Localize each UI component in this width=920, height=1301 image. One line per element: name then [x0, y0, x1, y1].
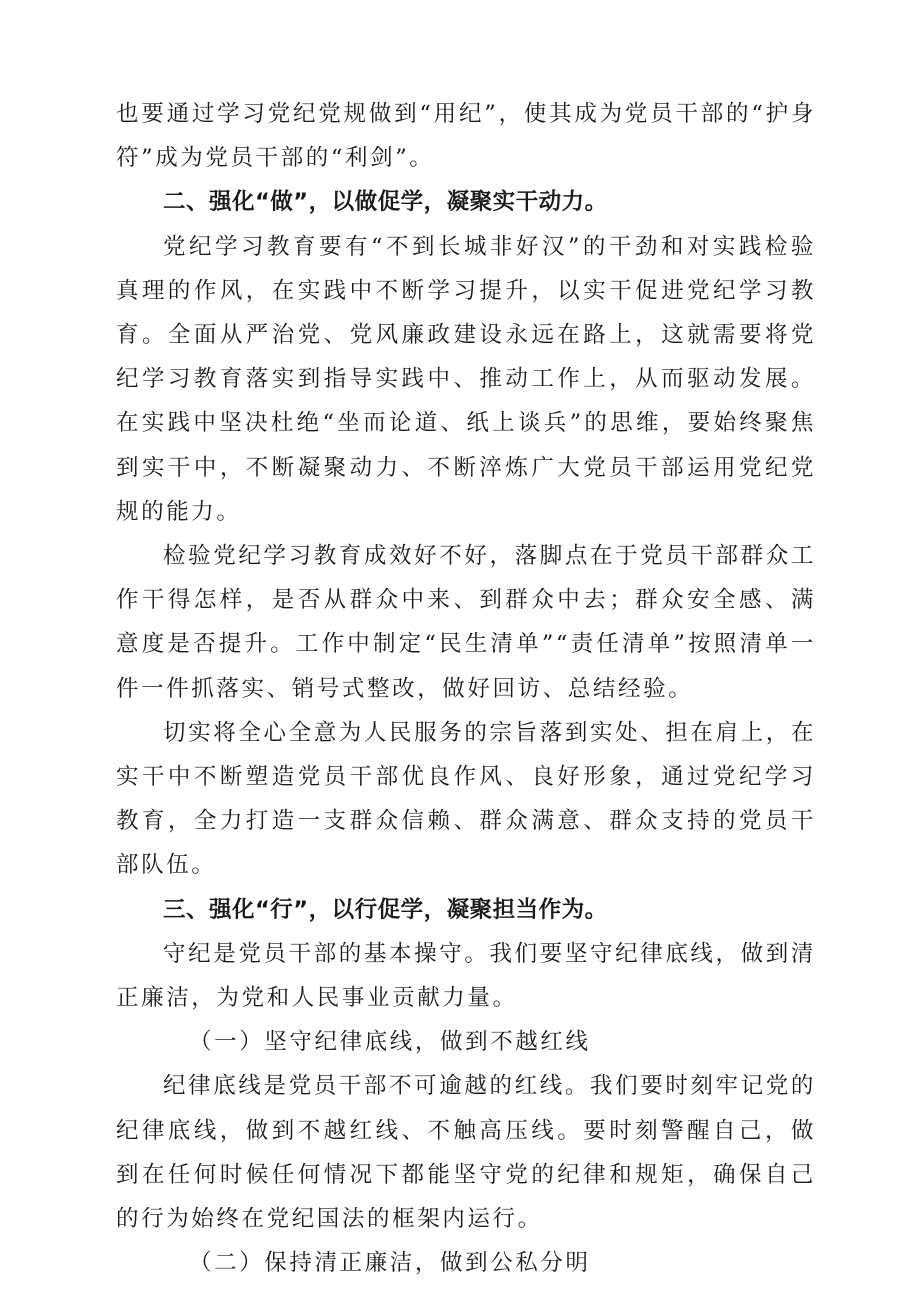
subsection-1-title: （一）坚守纪律底线，做到不越红线 [189, 1029, 591, 1056]
section-2-paragraph-3: 切实将全心全意为人民服务的宗旨落到实处、担在肩上，在实干中不断塑造党员干部优良作风、良好形象，通过党纪学习教育，全力打造一支群众信赖、群众满意、群众支持的党员干部队伍。 [116, 719, 816, 879]
document-body [116, 92, 816, 1285]
section-2-paragraph-1: 党纪学习教育要有“不到长城非好汉”的干劲和对实践检验真理的作风，在实践中不断学习提升，以实干促进党纪学习教育。全面从严治党、党风廉政建设永远在路上，这就需要将党纪学习教育落实到指导实践中、推动工作上，从而驱动发展。在实践中坚决杜绝“坐而论道、纸上谈兵”的思维，要始终聚焦到实干中，不断凝聚动力、不断淬炼广大党员干部运用党纪党规的能力。 [116, 233, 816, 525]
section-2-paragraph-2: 检验党纪学习教育成效好不好，落脚点在于党员干部群众工作干得怎样，是否从群众中来、到群众中去；群众安全感、满意度是否提升。工作中制定“民生清单”“责任清单”按照清单一件一件抓落实、销号式整改，做好回访、总结经验。 [116, 543, 816, 702]
section-3-heading: 三、强化“行”，以行促学，凝聚担当作为。 [163, 896, 608, 923]
subsection-2-title: （二）保持清正廉洁，做到公私分明 [189, 1250, 591, 1277]
subsection-1-body: 纪律底线是党员干部不可逾越的红线。我们要时刻牢记党的纪律底线，做到不越红线、不触高压线。要时刻警醒自己，做到在任何时候任何情况下都能坚守党的纪律和规矩，确保自己的行为始终在党纪国法的框架内运行。 [116, 1073, 816, 1233]
continuation-paragraph: 也要通过学习党纪党规做到“用纪”，使其成为党员干部的“护身符”成为党员干部的“利剑”。 [116, 101, 816, 172]
section-3-intro: 守纪是党员干部的基本操守。我们要坚守纪律底线，做到清正廉洁，为党和人民事业贡献力量。 [116, 940, 816, 1012]
section-2-heading: 二、强化“做”，以做促学，凝聚实干动力。 [163, 189, 608, 216]
